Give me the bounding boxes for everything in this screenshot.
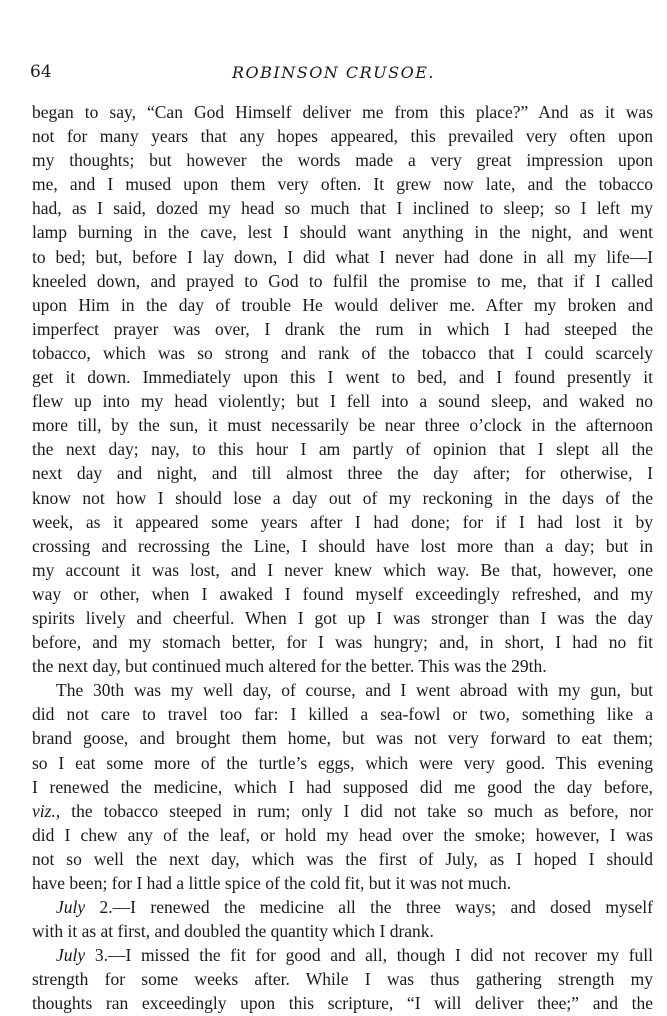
text-line: not so well the next day, which was the first of July, as I hoped I should xyxy=(32,848,653,869)
text-line xyxy=(32,799,653,823)
text-line: my thoughts; but however the words made a very great impression upon xyxy=(32,150,653,171)
text-line: way or other, when I awaked I found myself exceedingly refreshed, and my xyxy=(32,583,653,604)
text-line: lamp burning in the cave, lest I should want anything in the night, and went xyxy=(32,222,653,243)
text-line: next day and night, and till almost three the day after; for otherwise, I xyxy=(32,463,653,484)
text-line: did not care to travel too far: I killed a sea-fowl or two, something like a xyxy=(32,704,653,725)
paragraph xyxy=(32,943,653,1015)
text-line: to bed; but, before I lay down, I did what I never had done in all my life—I xyxy=(32,246,653,267)
text-line: me, and I mused upon them very often. It grew now late, and the tobacco xyxy=(32,174,653,195)
text-line: imperfect prayer was over, I drank the rum in which I had steeped the xyxy=(32,318,653,339)
paragraph xyxy=(32,895,653,943)
text-line: did I chew any of the leaf, or hold my head over the smoke; however, I was xyxy=(32,824,653,845)
text-line: get it down. Immediately upon this I went to bed, and I found presently it xyxy=(32,367,653,388)
text-line xyxy=(32,895,653,919)
text-line-rest: 2.—I renewed the medicine all the three ways; and dosed myself xyxy=(85,897,653,918)
text-line: spirits lively and cheerful. When I got up I was stronger than I was the day xyxy=(32,607,653,628)
paragraph xyxy=(32,678,653,895)
journal-date: July xyxy=(56,897,86,918)
text-line: upon Him in the day of trouble He would deliver me. After my broken and xyxy=(32,294,653,315)
text-line: the next day, but continued much altered for the better. This was the 29th. xyxy=(32,656,547,677)
text-line: kneeled down, and prayed to God to fulfil the promise to me, that if I called xyxy=(32,270,653,291)
text-line: The 30th was my well day, of course, and I went abroad with my gun, but xyxy=(56,680,653,701)
page-number: 64 xyxy=(30,62,52,82)
text-line: tobacco, which was so strong and rank of the tobacco that I could scarcely xyxy=(32,342,653,363)
paragraph xyxy=(32,100,653,678)
page-header xyxy=(0,62,667,86)
italic-abbreviation: viz., xyxy=(32,800,61,821)
text-line xyxy=(32,943,653,967)
text-line: flew up into my head violently; but I fell into a sound sleep, and waked no xyxy=(32,391,653,412)
text-line: so I eat some more of the turtle’s eggs, which were very good. This evening xyxy=(32,752,653,773)
text-line: began to say, “Can God Himself deliver me from this place?” And as it was xyxy=(32,102,653,122)
text-line: my account it was lost, and I never knew which way. Be that, however, one xyxy=(32,559,653,580)
text-line: more till, by the sun, it must necessarily be near three o’clock in the afternoon xyxy=(32,415,653,436)
text-line: had, as I said, dozed my head so much that I inclined to sleep; so I left my xyxy=(32,198,653,219)
text-line-rest: the tobacco steeped in rum; only I did not take so much as before, nor xyxy=(71,800,653,821)
text-line: have been; for I had a little spice of the cold fit, but it was not much. xyxy=(32,873,512,893)
text-line: with it as at first, and doubled the quantity which I drank. xyxy=(32,921,434,942)
text-line-rest: 3.—I missed the fit for good and all, though I did not recover my full xyxy=(85,945,653,966)
text-line: know not how I should lose a day out of my reckoning in the days of the xyxy=(32,487,653,508)
body-text xyxy=(32,100,653,1016)
text-line: brand goose, and brought them home, but was not very forward to eat them; xyxy=(32,728,653,749)
journal-date: July xyxy=(56,945,86,966)
running-title: ROBINSON CRUSOE. xyxy=(231,63,436,82)
text-line: not for many years that any hopes appeared, this prevailed very often upon xyxy=(32,126,653,147)
text-line: week, as it appeared some years after I had done; for if I had lost it by xyxy=(32,511,653,532)
text-line: I renewed the medicine, which I had supposed did me good the day before, xyxy=(32,776,653,797)
text-line: crossing and recrossing the Line, I should have lost more than a day; but in xyxy=(32,535,653,556)
text-line: thoughts ran exceedingly upon this scripture, “I will deliver thee;” and the xyxy=(32,993,653,1014)
text-line: the next day; nay, to this hour I am partly of opinion that I slept all the xyxy=(32,439,653,460)
text-line: strength for some weeks after. While I was thus gathering strength my xyxy=(32,969,653,990)
text-line: before, and my stomach better, for I was hungry; and, in short, I had no fit xyxy=(32,632,653,653)
